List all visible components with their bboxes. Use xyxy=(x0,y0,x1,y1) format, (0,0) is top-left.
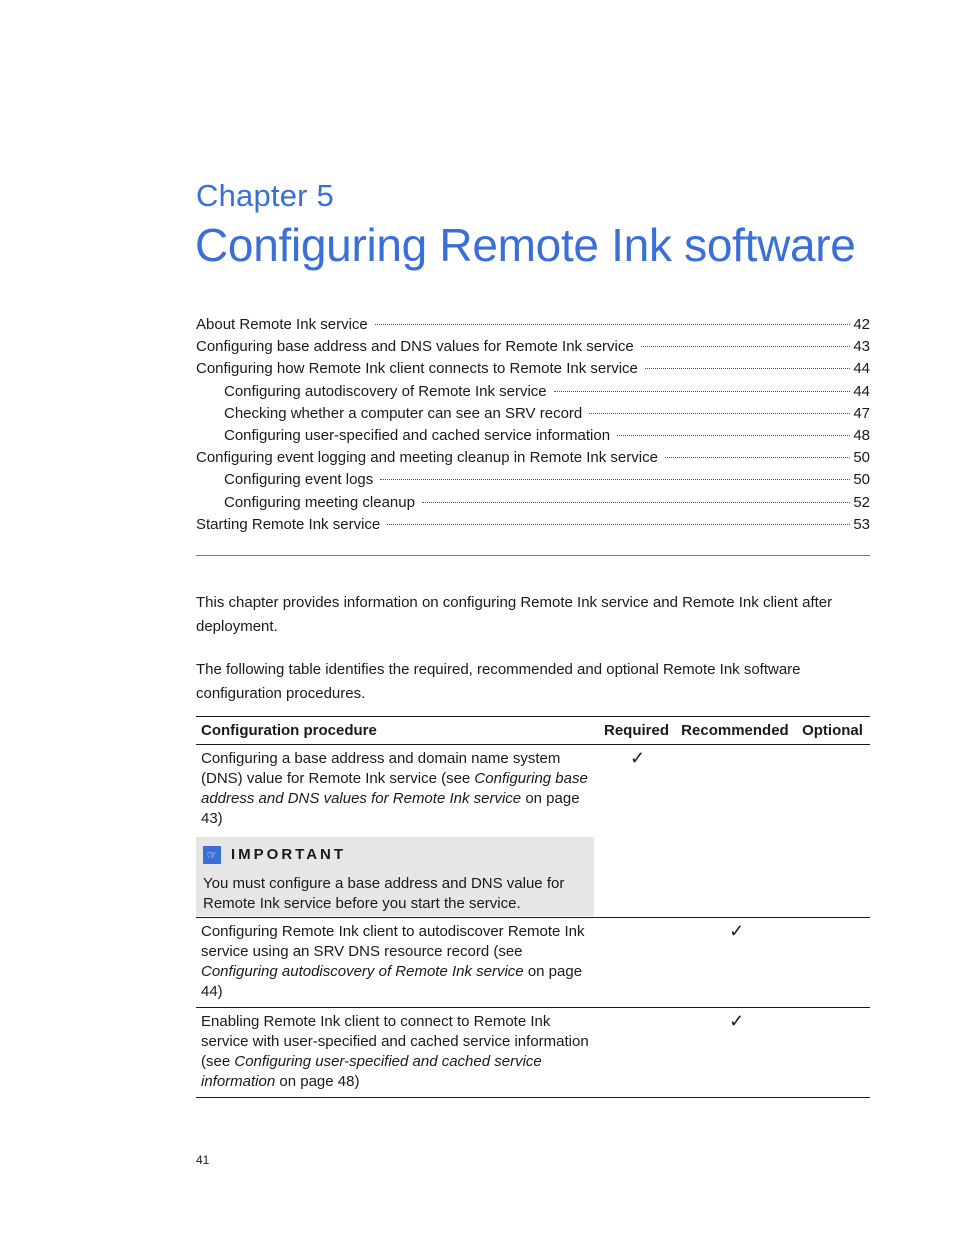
procedure-text-pre: Enabling Remote Ink client to connect to Remote Ink service with user-specified and cached service information (see xyxy=(201,1013,589,1070)
table-header-row xyxy=(196,717,870,745)
toc-entry-title: Configuring how Remote Ink client connects to Remote Ink service xyxy=(196,360,638,378)
header-optional: Optional xyxy=(797,717,870,745)
toc-entry-page: 53 xyxy=(853,515,870,533)
checkmark-icon: ✓ xyxy=(729,1011,745,1031)
toc-entry[interactable] xyxy=(196,314,870,336)
procedure-text xyxy=(201,749,594,829)
toc-entry-title: Configuring meeting cleanup xyxy=(224,493,415,511)
recommended-cell xyxy=(676,745,797,918)
toc-entry-page: 50 xyxy=(853,471,870,489)
toc-leader-dots xyxy=(617,435,850,436)
toc-leader-dots xyxy=(554,391,851,392)
procedure-link[interactable]: Configuring base address and DNS values for Remote Ink service xyxy=(201,770,588,807)
toc-subentry[interactable] xyxy=(196,381,870,403)
toc-leader-dots xyxy=(380,479,850,480)
toc-leader-dots xyxy=(375,324,851,325)
toc-entry-title: Configuring event logging and meeting cleanup in Remote Ink service xyxy=(196,449,658,467)
toc-subentry[interactable] xyxy=(196,425,870,447)
procedure-cell xyxy=(196,745,599,918)
header-procedure: Configuration procedure xyxy=(196,717,599,745)
toc-leader-dots xyxy=(589,413,850,414)
procedure-link[interactable]: Configuring autodiscovery of Remote Ink service xyxy=(201,963,524,980)
toc-entry[interactable] xyxy=(196,514,870,536)
important-note xyxy=(196,837,594,916)
note-label: IMPORTANT xyxy=(231,846,347,863)
toc-entry[interactable] xyxy=(196,447,870,469)
procedure-text-post: on page 48) xyxy=(275,1073,360,1090)
toc-entry-page: 42 xyxy=(853,316,870,333)
toc-leader-dots xyxy=(422,502,850,503)
toc-entry-title: Configuring event logs xyxy=(224,471,374,489)
procedure-text-post: on page 43) xyxy=(201,790,580,827)
procedure-cell xyxy=(196,1008,599,1098)
required-cell xyxy=(599,745,676,918)
table-intro-paragraph: The following table identifies the required, recommended and optional Remote Ink software configuration procedures. xyxy=(196,661,801,702)
chapter-title: Configuring Remote Ink software xyxy=(195,219,856,271)
toc-subentry[interactable] xyxy=(196,403,870,425)
toc-leader-dots xyxy=(665,457,850,458)
table-of-contents xyxy=(196,314,870,536)
toc-entry-page: 48 xyxy=(853,426,870,444)
toc-entry-page: 50 xyxy=(853,449,870,467)
intro-paragraph: This chapter provides information on configuring Remote Ink service and Remote Ink client after deployment. xyxy=(196,594,833,635)
toc-entry[interactable] xyxy=(196,358,870,380)
toc-leader-dots xyxy=(645,368,850,369)
procedure-text-pre: Configuring a base address and domain name system (DNS) value for Remote Ink service (see xyxy=(201,750,561,787)
toc-entry-page: 44 xyxy=(853,382,870,400)
note-text: You must configure a base address and DNS value for Remote Ink service before you start the service. xyxy=(203,875,565,912)
toc-entry-title: About Remote Ink service xyxy=(196,316,368,333)
toc-subentry[interactable] xyxy=(196,492,870,514)
procedure-cell xyxy=(196,918,599,1008)
procedure-text-pre: Configuring Remote Ink client to autodiscover Remote Ink service using an SRV DNS resource record (see xyxy=(201,923,585,960)
procedure-link[interactable]: Configuring user-specified and cached service information xyxy=(201,1053,542,1090)
toc-entry-title: Configuring autodiscovery of Remote Ink service xyxy=(224,382,547,400)
checkmark-icon: ✓ xyxy=(729,921,745,941)
table-row xyxy=(196,918,870,1008)
recommended-cell xyxy=(676,918,797,1008)
toc-leader-dots xyxy=(387,524,850,525)
toc-entry-page: 52 xyxy=(853,493,870,511)
optional-cell xyxy=(797,918,870,1008)
header-recommended: Recommended xyxy=(676,717,797,745)
optional-cell xyxy=(797,1008,870,1098)
pointing-hand-icon: ☞ xyxy=(203,846,221,864)
optional-cell xyxy=(797,745,870,918)
required-cell xyxy=(599,1008,676,1098)
toc-entry-page: 43 xyxy=(853,338,870,356)
toc-subentry[interactable] xyxy=(196,469,870,491)
table-row xyxy=(196,1008,870,1098)
toc-entry-page: 47 xyxy=(853,404,870,422)
toc-entry-page: 44 xyxy=(853,360,870,378)
required-cell xyxy=(599,918,676,1008)
table-row xyxy=(196,745,870,918)
toc-entry-title: Starting Remote Ink service xyxy=(196,515,381,533)
page-number: 41 xyxy=(196,1153,210,1167)
toc-entry-title: Configuring user-specified and cached service information xyxy=(224,426,611,444)
toc-leader-dots xyxy=(641,346,851,347)
chapter-label: Chapter 5 xyxy=(196,178,334,213)
toc-entry-title: Configuring base address and DNS values for Remote Ink service xyxy=(196,338,634,356)
toc-entry[interactable] xyxy=(196,336,870,358)
recommended-cell xyxy=(676,1008,797,1098)
header-required: Required xyxy=(599,717,676,745)
checkmark-icon: ✓ xyxy=(630,748,646,768)
procedure-text-post: on page 44) xyxy=(201,963,583,1000)
toc-entry-title: Checking whether a computer can see an SRV record xyxy=(224,404,583,422)
configuration-table xyxy=(196,716,870,1098)
section-divider xyxy=(196,555,870,556)
